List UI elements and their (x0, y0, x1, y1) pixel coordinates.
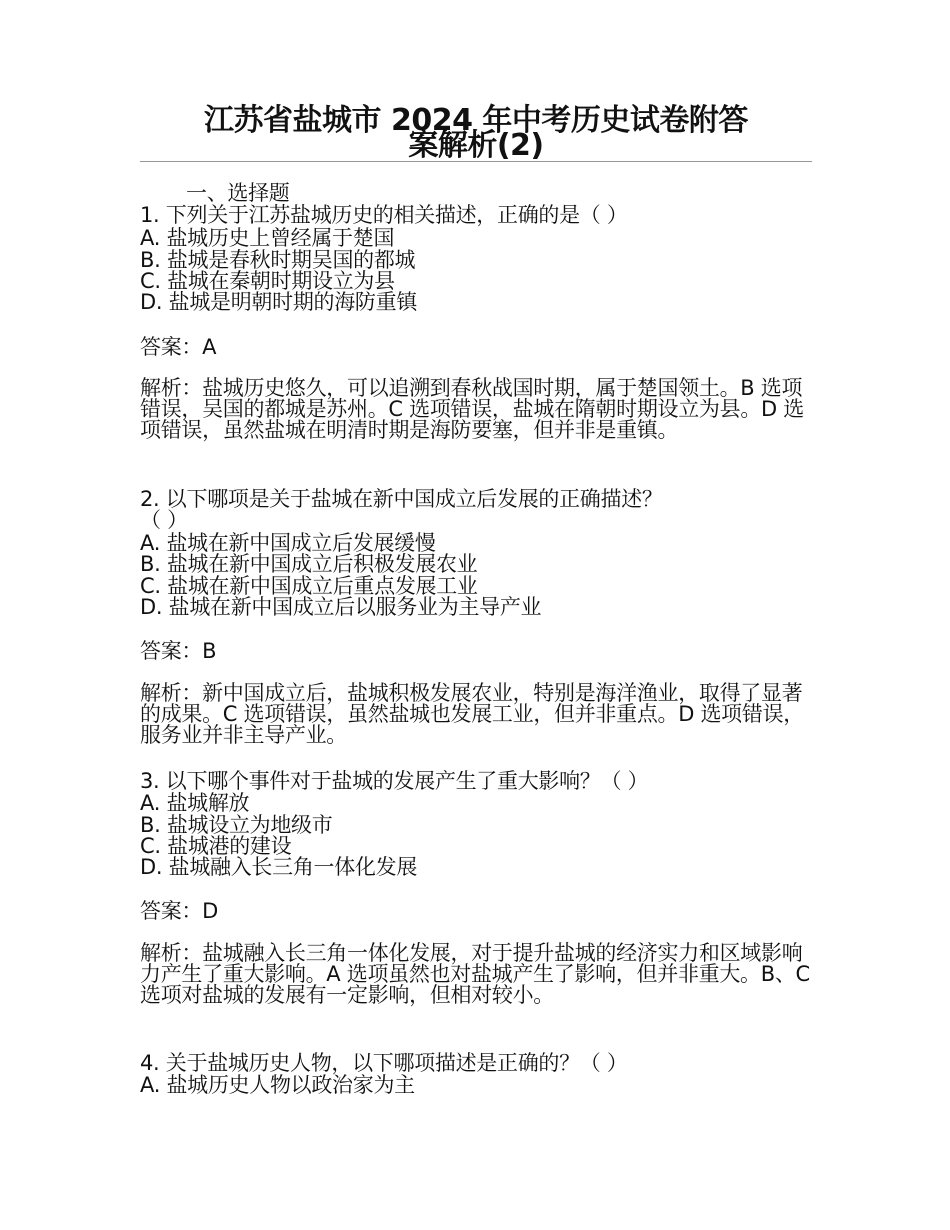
question-3-option-a: A. 盐城解放 (140, 791, 250, 815)
question-3-option-d: D. 盐城融入长三角一体化发展 (140, 855, 418, 879)
question-4-stem: 4. 关于盐城历史人物，以下哪项描述是正确的？（ ） (140, 1051, 628, 1075)
question-2-analysis: 解析：新中国成立后，盐城积极发展农业，特别是海洋渔业，取得了显著的成果。C 选项错误，虽然盐城也发展工业，但并非重点。D 选项错误，服务业并非主导产业。 (140, 681, 804, 747)
question-2-option-b: B. 盐城在新中国成立后积极发展农业 (140, 552, 478, 576)
question-1-stem: 1. 下列关于江苏盐城历史的相关描述，正确的是（ ） (140, 203, 628, 227)
question-1-option-a: A. 盐城历史上曾经属于楚国 (140, 226, 395, 250)
question-2-option-c: C. 盐城在新中国成立后重点发展工业 (140, 574, 478, 598)
question-2-answer: 答案：B (140, 639, 217, 663)
question-3-answer: 答案：D (140, 899, 218, 923)
question-3-stem: 3. 以下哪个事件对于盐城的发展产生了重大影响？（ ） (140, 769, 649, 793)
question-3-option-b: B. 盐城设立为地级市 (140, 813, 333, 837)
title-divider (140, 161, 812, 162)
question-2-option-a: A. 盐城在新中国成立后发展缓慢 (140, 531, 436, 555)
question-3-option-c: C. 盐城港的建设 (140, 834, 292, 858)
question-2-stem: 2. 以下哪项是关于盐城在新中国成立后发展的正确描述？ (140, 487, 663, 511)
question-1-option-d: D. 盐城是明朝时期的海防重镇 (140, 290, 418, 314)
question-1-option-b: B. 盐城是春秋时期吴国的都城 (140, 248, 416, 272)
question-3-analysis: 解析：盐城融入长三角一体化发展，对于提升盐城的经济实力和区域影响力产生了重大影响。A 选项虽然也对盐城产生了影响，但并非重大。B、C 选项对盐城的发展有一定影响，但相对较小。 (140, 941, 810, 1007)
section-heading: 一、选择题 (186, 181, 290, 205)
question-4-option-a: A. 盐城历史人物以政治家为主 (140, 1073, 415, 1097)
question-2-stem-paren: （ ） (140, 508, 188, 532)
question-1-answer: 答案：A (140, 335, 217, 359)
title-line-2: 案解析(2) (408, 128, 544, 163)
question-1-option-c: C. 盐城在秦朝时期设立为县 (140, 269, 395, 293)
question-2-option-d: D. 盐城在新中国成立后以服务业为主导产业 (140, 595, 542, 619)
title-line-1: 江苏省盐城市 2024 年中考历史试卷附答 (204, 103, 748, 138)
question-1-analysis: 解析：盐城历史悠久，可以追溯到春秋战国时期，属于楚国领土。B 选项错误，吴国的都城是苏州。C 选项错误，盐城在隋朝时期设立为县。D 选项错误，虽然盐城在明清时期是海防要塞，但并非是重镇。 (140, 376, 804, 442)
